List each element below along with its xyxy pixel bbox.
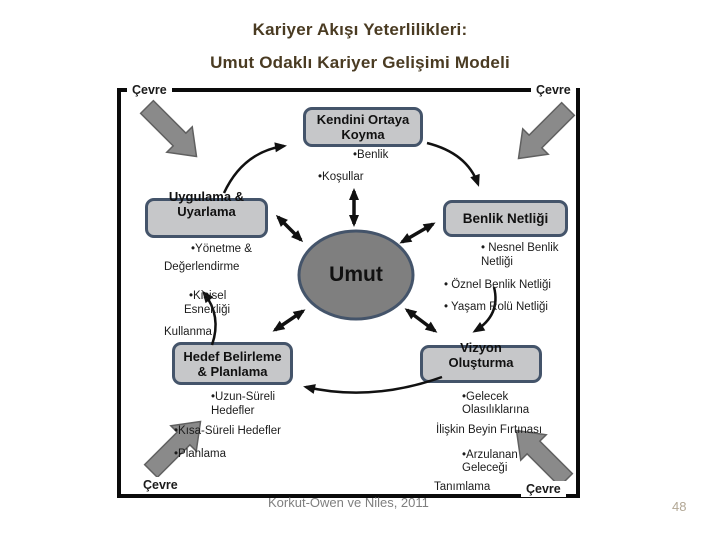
double-arrow-umut-uygulama — [278, 217, 301, 240]
env-block-arrow-bottom-left-icon — [138, 409, 213, 484]
bullet-oznel: • Öznel Benlik Netliği — [444, 279, 551, 291]
box-benlik-netligi-label: Benlik Netliği — [462, 211, 549, 226]
slide-title-line2: Umut Odaklı Kariyer Gelişimi Modeli — [210, 53, 510, 72]
bullet-uzun-line2: Hedefler — [211, 405, 255, 417]
bullet-kisisel-line3: Kullanma — [164, 326, 212, 338]
bullet-uzun-line1: •Uzun-Süreli — [211, 391, 276, 403]
bullet-arzulanan-line2: Geleceği — [462, 462, 508, 474]
page-number: 48 — [672, 499, 687, 514]
curve-arrow-uygulama-to-kendini — [224, 146, 284, 193]
env-label-bottom-left: Çevre — [138, 477, 183, 493]
bullet-kisa: •Kısa-Süreli Hedefler — [174, 425, 281, 437]
env-block-arrow-top-left-icon — [134, 94, 209, 169]
bullet-gelecek-line2: Olasılıklarına — [462, 404, 530, 416]
umut-label: Umut — [329, 263, 383, 286]
bullet-yonetme-line2: Değerlendirme — [164, 261, 240, 273]
bullet-planlama: •Planlama — [174, 448, 226, 460]
box-uygulama-label-line1: Uygulama & — [168, 189, 245, 204]
bullet-yonetme-line1: •Yönetme & — [191, 243, 252, 255]
bullet-kosullar: •Koşullar — [318, 171, 364, 183]
citation: Korkut-Owen ve Niles, 2011 — [268, 495, 429, 510]
curve-arrow-kendini-to-benlik — [427, 143, 478, 184]
env-label-bottom-right: Çevre — [521, 481, 566, 497]
bullet-kisisel-line1: •Kişisel — [189, 290, 227, 302]
box-vizyon-label-line1: Vizyon — [460, 340, 502, 355]
bullet-nesnel-line1: • Nesnel Benlik — [481, 242, 559, 254]
bullet-yasam: • Yaşam Rolü Netliği — [444, 301, 548, 313]
box-hedef-label-line1: Hedef Belirleme — [183, 348, 282, 364]
box-vizyon-label-line2: Oluşturma — [448, 355, 514, 370]
env-label-top-right: Çevre — [531, 82, 576, 98]
bullet-gelecek-line1: •Gelecek — [462, 391, 509, 403]
bullet-gelecek-line3: İlişkin Beyin Fırtınası — [436, 424, 543, 436]
box-uygulama-label-line2: Uyarlama — [177, 204, 236, 219]
bullet-kisisel-line2: Esnekliği — [184, 304, 231, 316]
bullet-benlik: •Benlik — [353, 149, 389, 161]
env-block-arrow-top-right-icon — [506, 96, 581, 171]
bullet-arzulanan-line3: Tanımlama — [434, 481, 491, 493]
env-label-top-left: Çevre — [127, 82, 172, 98]
bullet-arzulanan-line1: •Arzulanan — [462, 449, 518, 461]
bullet-nesnel-line2: Netliği — [481, 256, 513, 268]
curve-arrow-vizyon-to-hedef — [306, 377, 442, 393]
slide-title-line1: Kariyer Akışı Yeterlilikleri: — [252, 20, 468, 39]
box-kendini-label-line2: Koyma — [341, 127, 385, 142]
box-hedef-label-line2: & Planlama — [197, 363, 268, 379]
box-kendini-label-line1: Kendini Ortaya — [316, 112, 410, 127]
